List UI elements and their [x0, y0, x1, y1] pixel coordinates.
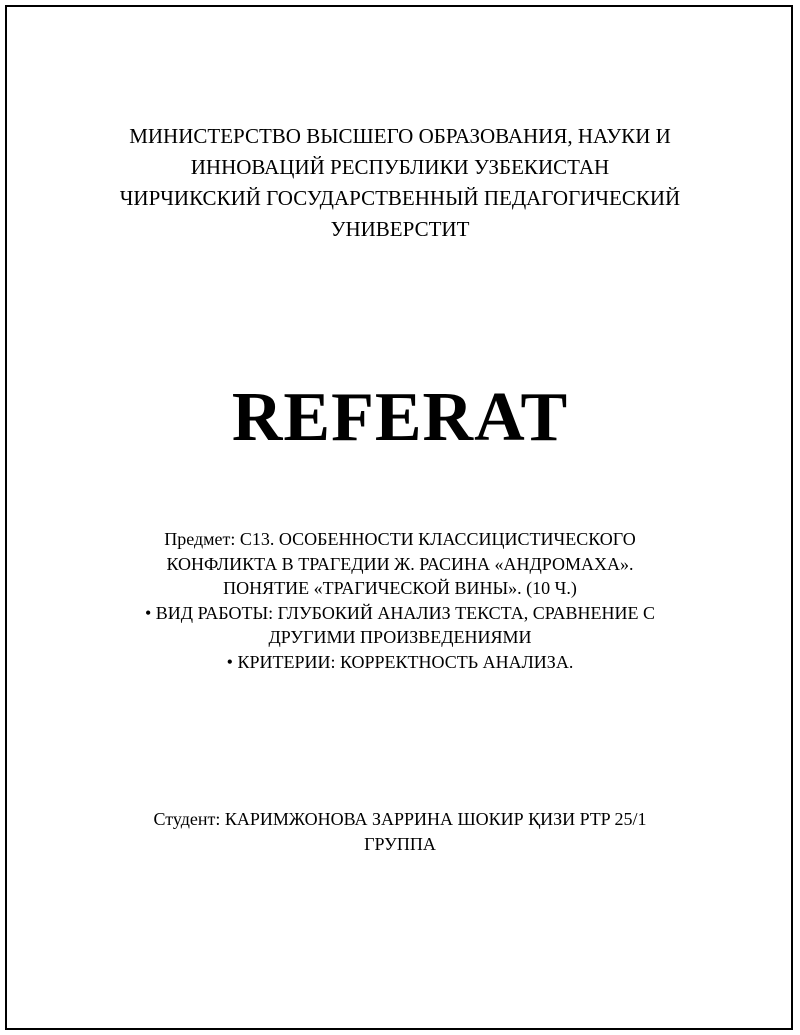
criteria-line: • КРИТЕРИИ: КОРРЕКТНОСТЬ АНАЛИЗА. — [226, 651, 574, 672]
document-title: REFERAT — [231, 379, 569, 456]
work-type-line: ДРУГИМИ ПРОИЗВЕДЕНИЯМИ — [268, 627, 532, 647]
topic-line: КОНФЛИКТА В ТРАГЕДИИ Ж. РАСИНА «АНДРОМАХА». — [166, 553, 634, 574]
topic-section — [0, 527, 800, 674]
header-line: МИНИСТЕРСТВО ВЫСШЕГО ОБРАЗОВАНИЯ, НАУКИ И — [129, 124, 671, 148]
topic-line: ПОНЯТИЕ «ТРАГИЧЕСКОЙ ВИНЫ». (10 Ч.) — [223, 578, 577, 598]
student-line: Студент: КАРИМЖОНОВА ЗАРРИНА ШОКИР ҚИЗИ PTP 25/1 — [153, 809, 647, 829]
student-section — [0, 807, 800, 856]
student-group-line: ГРУППА — [364, 833, 436, 854]
institution-header — [0, 121, 800, 245]
header-line: ИННОВАЦИЙ РЕСПУБЛИКИ УЗБЕКИСТАН — [190, 155, 610, 179]
header-line: ЧИРЧИКСКИЙ ГОСУДАРСТВЕННЫЙ ПЕДАГОГИЧЕСКИЙ — [119, 186, 681, 210]
work-type-line: • ВИД РАБОТЫ: ГЛУБОКИЙ АНАЛИЗ ТЕКСТА, СРАВНЕНИЕ С — [144, 602, 655, 623]
header-line: УНИВЕРСТИТ — [330, 217, 470, 241]
topic-line: Предмет: C13. ОСОБЕННОСТИ КЛАССИЦИСТИЧЕСКОГО — [164, 529, 636, 549]
